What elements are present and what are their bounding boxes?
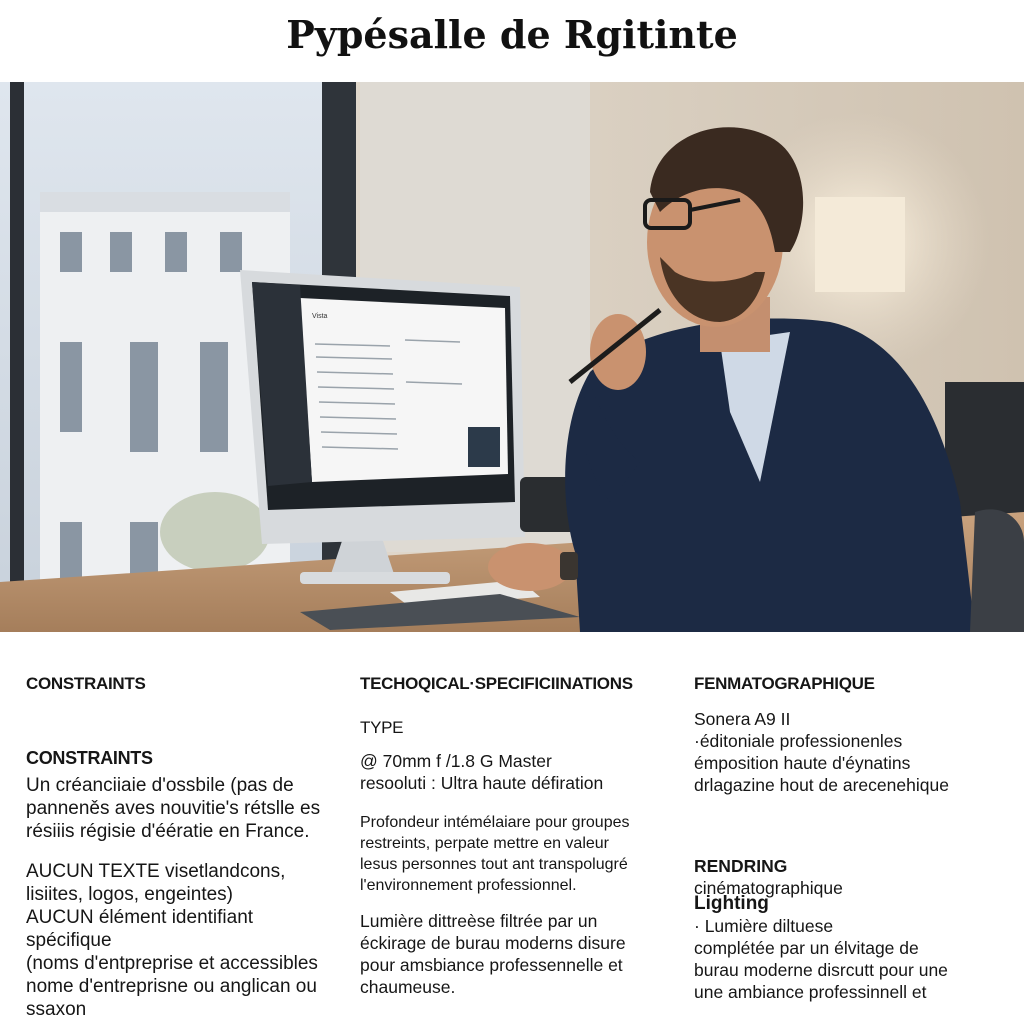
lighting-text: · Lumière diltuese complétée par un élvitage de burau moderne disrcutt pour une une ambiance professinnell et (694, 916, 948, 1002)
page-title: Pypésalle de Rgitinte (286, 12, 738, 57)
type-subheading: TYPE (360, 718, 404, 737)
rendering-label: RENDRING (694, 856, 788, 876)
cinematographic-column (694, 640, 1004, 1020)
rendering-text: cinématographique (694, 878, 843, 898)
lens-specs-text: @ 70mm f /1.8 G Master resooluti : Ultra haute défiration (360, 751, 604, 793)
constraints-heading: CONSTRAINTS (26, 674, 146, 693)
office-photo (0, 82, 1024, 632)
technical-specifications-heading: TECHOQICAL·SPECIFICIINATIONS (360, 674, 633, 693)
camera-composition-text: Sonera A9 II ·éditoniale professionenles émposition haute d'éynatins drlagazine hout de arecenehique (694, 709, 949, 795)
office-scene-illustration (0, 82, 1024, 632)
technical-specifications-column (360, 640, 665, 1020)
constraints-paragraph-2: AUCUN TEXTE visetlandcons, lisiites, logos, engeintes) AUCUN élément identifiant spécifique (noms d'entpreprise et accessibles nome d'entreprisne ou anglican ou ssaxon (26, 861, 318, 1020)
lighting-block (694, 870, 994, 1003)
lighting-label: Lighting (694, 893, 769, 914)
cinematographic-heading: FENMATOGRAPHIQUE (694, 674, 875, 693)
constraints-subheading: CONSTRAINTS (26, 748, 153, 768)
screen-brand-text: Vista (312, 313, 328, 320)
constraints-column (26, 640, 336, 1020)
depth-of-field-text: Profondeur intémélaiare pour groupes restreints, perpate mettre en valeur lesus personnes tout ant transpolugré l'environnement professionnel. (360, 814, 630, 894)
lighting-description-text: Lumière dittreèse filtrée par un éckirage de burau moderns disure pour amsbiance professennelle et chaumeuse. (360, 911, 626, 997)
constraints-paragraph-1: Un créanciiaie d'ossbile (pas de panneněs aves nouvitie's rétslle es résiiis régisie d'éératie en France. (26, 775, 321, 842)
